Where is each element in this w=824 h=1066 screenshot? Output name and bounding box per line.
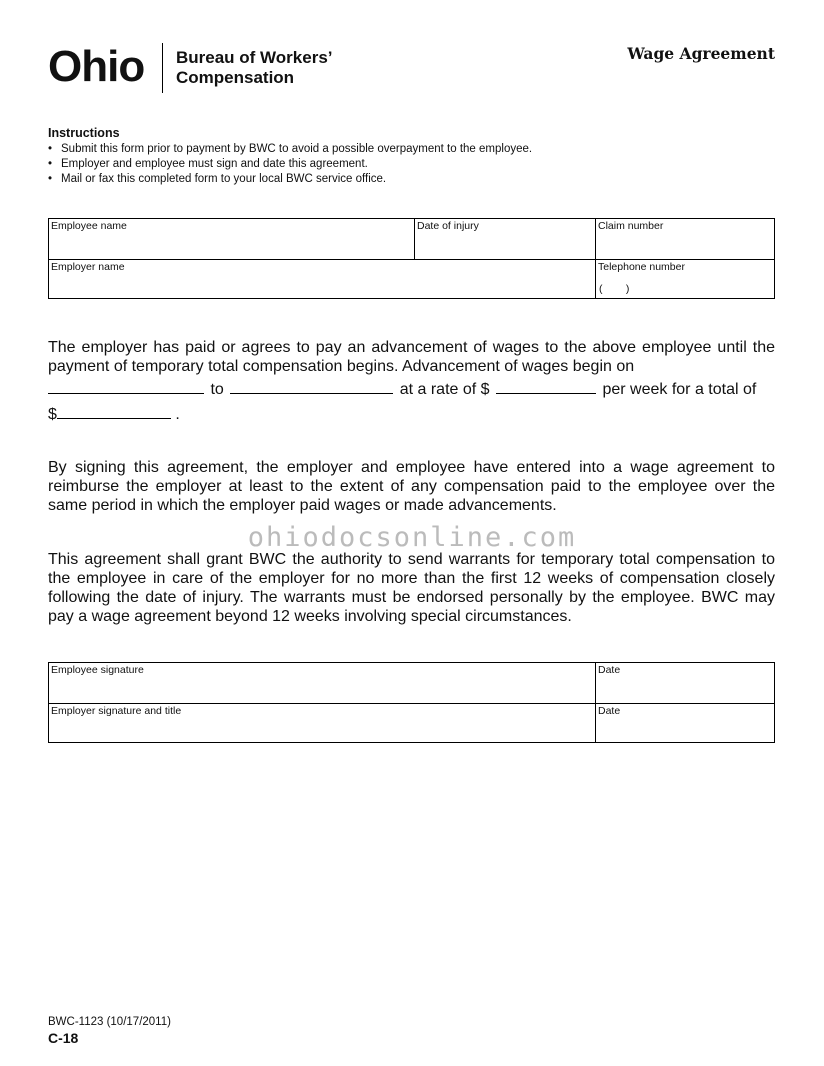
info-fields-table	[48, 218, 775, 299]
info-row-1	[49, 219, 774, 260]
logo-divider	[162, 43, 163, 93]
employer-signature-field[interactable]	[49, 704, 595, 742]
watermark: ohiodocsonline.com	[247, 522, 577, 553]
form-code: BWC-1123 (10/17/2011)	[48, 1016, 171, 1028]
per-week-text: per week for a total of	[602, 381, 757, 398]
dollar-sign: $	[48, 406, 57, 423]
period-text: .	[175, 406, 180, 423]
employee-signature-label: Employee signature	[51, 664, 144, 676]
end-date-blank[interactable]	[230, 381, 393, 394]
weekly-rate-blank[interactable]	[496, 381, 596, 394]
date-of-injury-label: Date of injury	[417, 220, 479, 232]
instruction-item: • Employer and employee must sign and date this agreement.	[48, 157, 532, 172]
page-code: C-18	[48, 1030, 79, 1046]
instruction-item: • Mail or fax this completed form to your local BWC service office.	[48, 172, 532, 187]
advancement-text: The employer has paid or agrees to pay an advancement of wages to the above employee until the payment of temporary total compensation begins. Advancement of wages begin on	[48, 339, 775, 375]
signature-row-employee	[49, 663, 774, 704]
logo-text: Ohio	[48, 42, 145, 91]
advancement-blanks-line	[48, 380, 775, 399]
claim-number-field[interactable]	[595, 219, 774, 259]
telephone-number-label: Telephone number	[598, 261, 685, 273]
employer-signature-label: Employer signature and title	[51, 705, 182, 717]
bureau-line-2: Compensation	[176, 68, 295, 87]
to-text: to	[210, 381, 224, 398]
phone-area-code-parens: ( )	[599, 283, 630, 295]
employee-date-field[interactable]	[595, 663, 774, 703]
signature-table	[48, 662, 775, 743]
rate-text: at a rate of $	[399, 381, 490, 398]
employer-date-label: Date	[598, 705, 621, 717]
total-line	[48, 405, 775, 424]
reimbursement-paragraph: By signing this agreement, the employer and employee have entered into a wage agreement to reimburse the employer at least to the extent of any compensation paid to the employee over the same period in which the employer paid wages or made advancements.	[48, 459, 775, 514]
employee-name-field[interactable]	[49, 219, 414, 259]
employee-name-label: Employee name	[51, 220, 127, 232]
instructions-list	[48, 142, 532, 187]
claim-number-label: Claim number	[598, 220, 664, 232]
form-title: Wage Agreement	[627, 44, 775, 63]
employee-signature-field[interactable]	[49, 663, 595, 703]
bureau-line-1: Bureau of Workers’	[176, 48, 333, 67]
start-date-blank[interactable]	[48, 381, 204, 394]
ohio-logo	[48, 42, 144, 92]
telephone-number-field[interactable]	[595, 260, 774, 298]
instructions-heading: Instructions	[48, 126, 120, 140]
employer-name-label: Employer name	[51, 261, 125, 273]
info-row-2	[49, 260, 774, 298]
signature-row-employer	[49, 704, 774, 742]
employer-name-field[interactable]	[49, 260, 595, 298]
authority-paragraph: This agreement shall grant BWC the authority to send warrants for temporary total compensation to the employee in care of the employer for no more than the first 12 weeks of compensation closely following the date of injury. The warrants must be endorsed personally by the employee. BWC may pay a wage agreement beyond 12 weeks involving special circumstances.	[48, 551, 775, 625]
instruction-item: • Submit this form prior to payment by BWC to avoid a possible overpayment to the employee.	[48, 142, 532, 157]
date-of-injury-field[interactable]	[414, 219, 595, 259]
advancement-paragraph	[48, 338, 775, 376]
bureau-name	[176, 48, 333, 88]
employer-date-field[interactable]	[595, 704, 774, 742]
total-amount-blank[interactable]	[57, 406, 171, 419]
employee-date-label: Date	[598, 664, 621, 676]
